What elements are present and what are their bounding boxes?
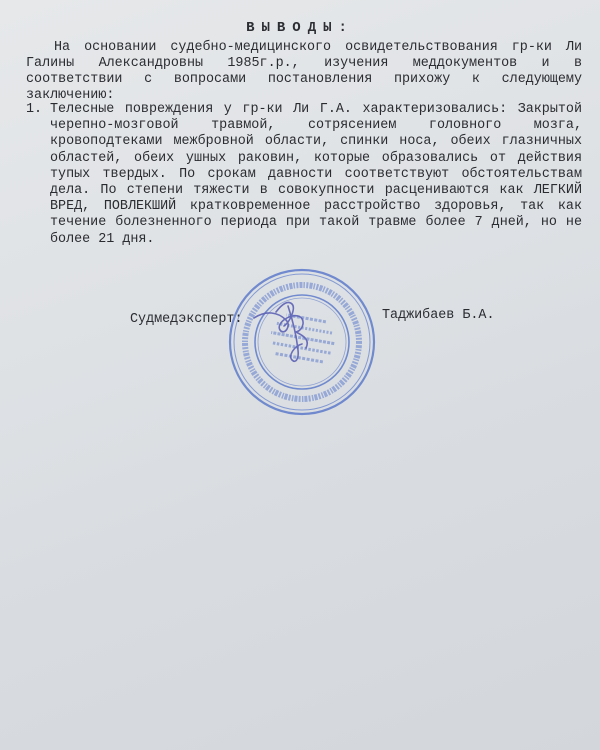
intro-paragraph: На основании судебно-медицинского освидетельствования гр-ки Ли Галины Александровны 1985г.р., изучения меддокументов и в соответствии с вопросами постановления прихожу к следующему заключению: [26, 40, 582, 103]
conclusion-item [26, 102, 582, 248]
document-heading: ВЫВОДЫ: [246, 20, 354, 36]
conclusion-number: 1. [26, 102, 43, 117]
signature-name: Таджибаев Б.А. [382, 308, 495, 323]
official-stamp-icon [226, 266, 378, 418]
conclusion-text: Телесные повреждения у гр-ки Ли Г.А. характеризовались: Закрытой черепно-мозговой травмой, сотрясением головного мозга, кровоподтеками межбровной области, спинки носа, обеих глазничных областей, обеих ушных раковин, которые образовались от действия тупых твердых. По срокам давности соответствуют обстоятельствам дела. По степени тяжести в совокупности расцениваются как ЛЕГКИЙ ВРЕД, ПОВЛЕКШИЙ кратковременное расстройство здоровья, так как течение болезненного периода при такой травме более 7 дней, но не более 21 дня. [50, 102, 582, 247]
signature-block [130, 308, 530, 332]
conclusion-list [26, 102, 582, 248]
signature-role: Судмедэксперт: [130, 312, 243, 327]
